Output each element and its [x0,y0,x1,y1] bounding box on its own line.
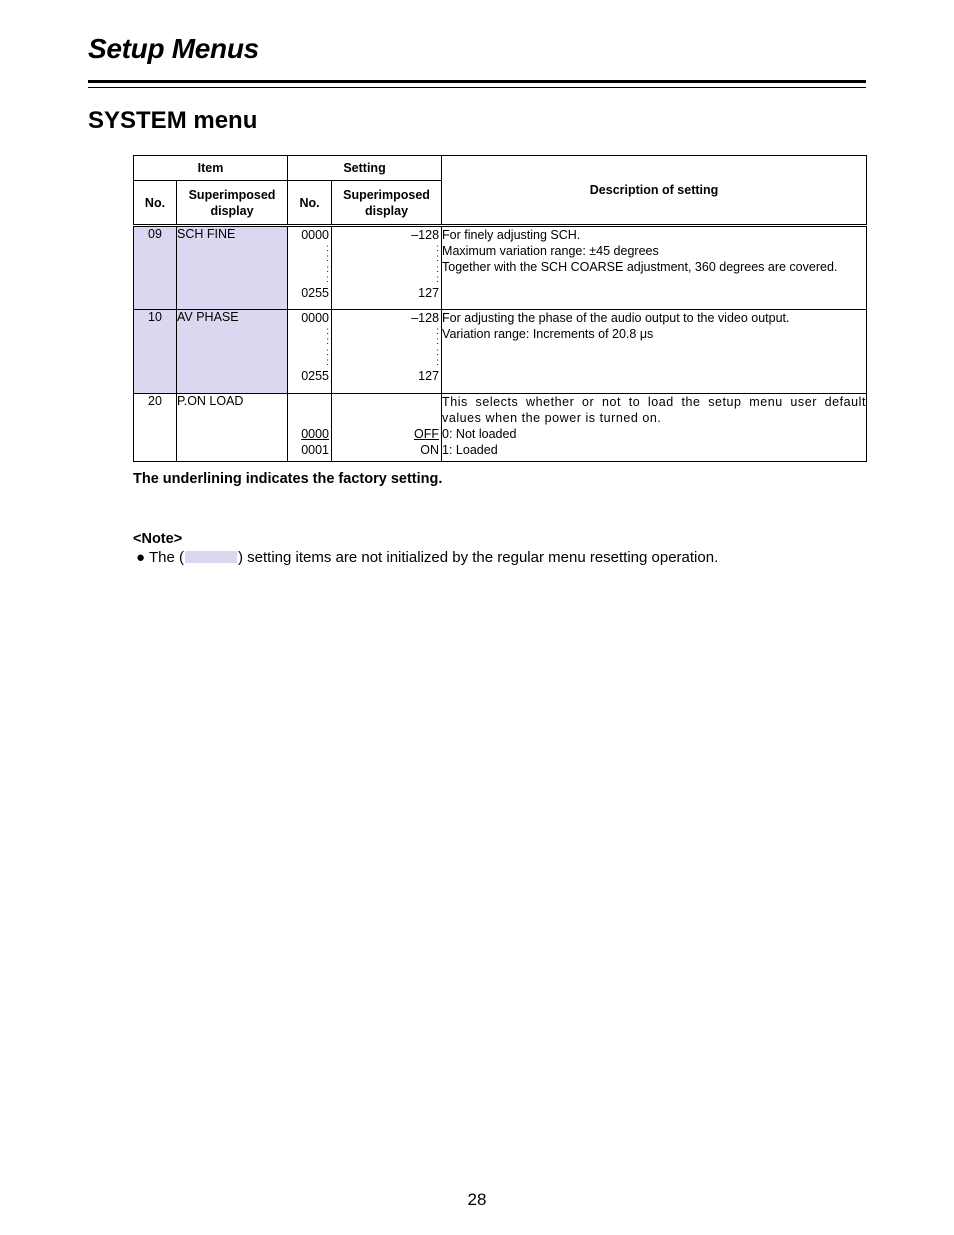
range-dot: : [436,253,440,264]
row-description [442,226,867,310]
page-number: 28 [467,1190,487,1209]
header-item-display: Superimposed display [177,181,288,226]
range-dot: : [326,346,330,358]
display-first: –128 [411,228,440,242]
desc-intro: This selects whether or not to load the setup menu user default values when the power is turned on. [442,395,867,425]
row-item-name: P.ON LOAD [177,394,288,462]
row-item-name: AV PHASE [177,310,288,394]
range-dot: : [326,274,330,285]
range-dot: : [436,274,440,285]
range-dot: : [326,263,330,275]
table-row [134,394,867,462]
display-last: 127 [418,285,440,300]
section-title: SYSTEM menu [88,107,258,134]
system-menu-table [133,155,867,462]
range-dot: : [436,346,440,358]
setting-last: 0255 [301,368,330,383]
row-item-name: SCH FINE [177,226,288,310]
row-no: 09 [134,226,177,310]
row-description [442,394,867,462]
range-dot: : [326,242,330,254]
display-first: –128 [411,311,440,325]
row-setting-values [288,394,332,462]
setting-value-factory: 0000 [301,427,330,441]
range-dot: : [326,336,330,347]
range-dot: : [326,325,330,337]
desc-line: Together with the SCH COARSE adjustment, 360 degrees are covered. [442,260,838,274]
range-dot: : [436,336,440,347]
page-title: Setup Menus [88,33,259,64]
setting-value: 0001 [301,442,330,457]
table-row [134,310,867,394]
row-no: 10 [134,310,177,394]
desc-line: Variation range: Increments of 20.8 μs [442,327,654,341]
range-dot: : [436,242,440,254]
display-value: ON [420,442,440,457]
note-text [136,549,718,566]
range-dot: : [436,357,440,368]
display-last: 127 [418,368,440,383]
factory-setting-footnote: The underlining indicates the factory setting. [133,471,443,487]
setting-last: 0255 [301,285,330,300]
row-setting-range [288,310,332,394]
header-setting-display: Superimposed display [332,181,442,226]
setting-first: 0000 [301,311,330,325]
row-display-range [332,310,442,394]
bullet-icon: ● [136,549,146,566]
note-text-after: ) setting items are not initialized by the regular menu resetting operation. [237,549,719,566]
row-setting-range [288,226,332,310]
header-item-no: No. [134,181,177,226]
desc-line: Maximum variation range: ±45 degrees [442,244,659,258]
range-dot: : [326,357,330,368]
header-item: Item [134,156,288,181]
desc-line: For finely adjusting SCH. [442,228,581,242]
display-value-factory: OFF [414,427,440,441]
range-dot: : [436,263,440,275]
header-setting-no: No. [288,181,332,226]
note-heading: <Note> [133,531,183,547]
row-no: 20 [134,394,177,462]
range-dot: : [326,253,330,264]
desc-line: 0: Not loaded [442,427,517,441]
desc-line: For adjusting the phase of the audio output to the video output. [442,311,790,325]
range-dot: : [436,325,440,337]
setting-first: 0000 [301,228,330,242]
note-text-before: The ( [148,549,184,566]
table-row [134,226,867,310]
row-description [442,310,867,394]
header-setting: Setting [288,156,442,181]
row-display-range [332,226,442,310]
header-rule-thick [88,80,866,83]
header-rule-thin [88,87,866,88]
row-display-values [332,394,442,462]
desc-line: 1: Loaded [442,443,498,457]
header-description: Description of setting [442,156,867,226]
highlight-swatch [185,551,237,563]
